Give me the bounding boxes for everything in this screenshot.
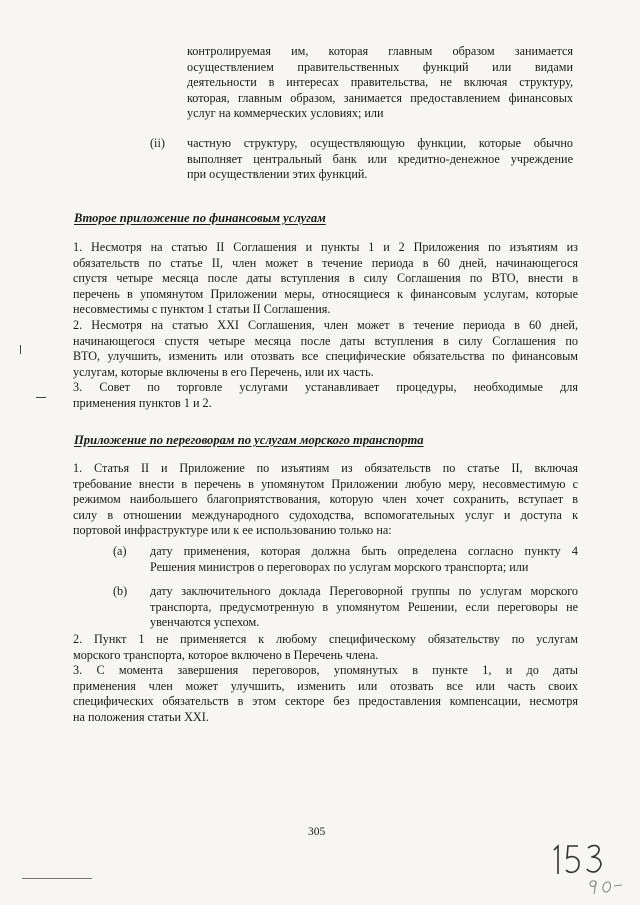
text-line: морского транспорта, которое включено в Перечень члена. xyxy=(73,647,379,662)
section1-paragraph-2 xyxy=(73,318,578,380)
text-line: 2. Несмотря на статью XXI Соглашения, член может в течение периода в 60 дней, xyxy=(73,318,578,332)
text-line: Решения министров о переговорах по услугам морского транспорта; или xyxy=(150,559,529,574)
text-line: требование внести в перечень в упомянутом Приложении любую меру, несовместимую с xyxy=(73,476,578,491)
page-number: 305 xyxy=(308,826,326,838)
top-clause xyxy=(187,44,573,122)
text-line: которая, главным образом, занимается предоставлением финансовых xyxy=(187,90,573,105)
text-line: применения пунктов 1 и 2. xyxy=(73,395,212,410)
text-line: дату заключительного доклада Переговорной группы по услугам морского xyxy=(150,584,578,598)
text-line: силу в отношении международного судоходства, вспомогательных услуг и доступа к xyxy=(73,507,578,522)
text-line: режимом наибольшего благоприятствования, которую член хочет сохранить, вступает в xyxy=(73,492,578,507)
handwritten-mark-90 xyxy=(586,876,626,896)
text-line: при осуществлении этих функций. xyxy=(187,167,368,182)
text-line: спустя четыре месяца после даты вступления в силу Соглашения по ВТО, внести в xyxy=(73,271,578,286)
section2-paragraph-1 xyxy=(73,461,578,539)
text-line: 1. Несмотря на статью II Соглашения и пункты 1 и 2 Приложения по изъятиям из xyxy=(73,240,578,254)
text-line: частную структуру, осуществляющую функции, которые обычно xyxy=(187,136,573,150)
section2-paragraph-3 xyxy=(73,663,578,725)
text-line: ВТО, улучшить, изменить или отозвать все специфические обязательства по финансовым xyxy=(73,349,578,364)
text-line: дату применения, которая должна быть определена согласно пункту 4 xyxy=(150,544,578,558)
section2-paragraph-2 xyxy=(73,632,578,663)
text-line: несовместимы с пунктом 1 статьи II Соглашения. xyxy=(73,302,331,317)
section1-paragraph-3 xyxy=(73,380,578,411)
text-line: специфических обязательств в этом секторе без предоставления компенсации, несмотря xyxy=(73,694,578,709)
margin-scan-mark xyxy=(22,878,92,879)
text-line: 1. Статья II и Приложение по изъятиям из обязательств по статье II, включая xyxy=(73,461,578,475)
text-line: обязательств по статье II, член может в течение периода в 60 дней, начинающегося xyxy=(73,255,578,270)
text-line: контролируемая им, которая главным образом занимается xyxy=(187,44,573,58)
text-line: выполняет центральный банк или кредитно-денежное учреждение xyxy=(187,151,573,166)
text-line: портовой инфраструктуре или к ее использованию только на: xyxy=(73,523,392,538)
text-line: услугам, которые включены в его Перечень, или их часть. xyxy=(73,364,374,379)
clause-marker-ii: (ii) xyxy=(150,136,165,150)
text-line: начинающегося спустя четыре месяца после даты вступления в силу Соглашения по xyxy=(73,333,578,348)
section-heading-maritime-transport: Приложение по переговорам по услугам морского транспорта xyxy=(74,433,424,447)
section1-paragraph-1 xyxy=(73,240,578,318)
section-heading-financial-services: Второе приложение по финансовым услугам xyxy=(74,211,326,225)
text-line: увенчаются успехом. xyxy=(150,615,260,630)
text-line: 3. С момента завершения переговоров, упомянутых в пункте 1, и до даты xyxy=(73,663,578,677)
clause-marker-b: (b) xyxy=(113,584,128,598)
clause-b-text xyxy=(150,584,578,631)
clause-marker-a: (a) xyxy=(113,544,127,558)
handwritten-mark-153 xyxy=(548,840,608,880)
clause-a-text xyxy=(150,544,578,575)
margin-scan-mark xyxy=(36,397,46,398)
text-line: 3. Совет по торговле услугами устанавливает процедуры, необходимые для xyxy=(73,380,578,394)
clause-ii-text xyxy=(187,136,573,183)
text-line: осуществлением правительственных функций или видами xyxy=(187,59,573,74)
text-line: применения член может улучшить, изменить или отозвать все или часть своих xyxy=(73,678,578,693)
text-line: деятельности в интересах правительства, не включая структуру, xyxy=(187,75,573,90)
text-line: перечень в упомянутом Приложении меры, относящиеся к финансовым услугам, которые xyxy=(73,286,578,301)
text-line: 2. Пункт 1 не применяется к любому специфическому обязательству по услугам xyxy=(73,632,578,646)
margin-scan-mark xyxy=(20,345,21,354)
text-line: транспорта, предусмотренную в упомянутом Решении, если переговоры не xyxy=(150,599,578,614)
text-line: услуг на коммерческих условиях; или xyxy=(187,106,384,121)
text-line: на положения статьи XXI. xyxy=(73,709,209,724)
